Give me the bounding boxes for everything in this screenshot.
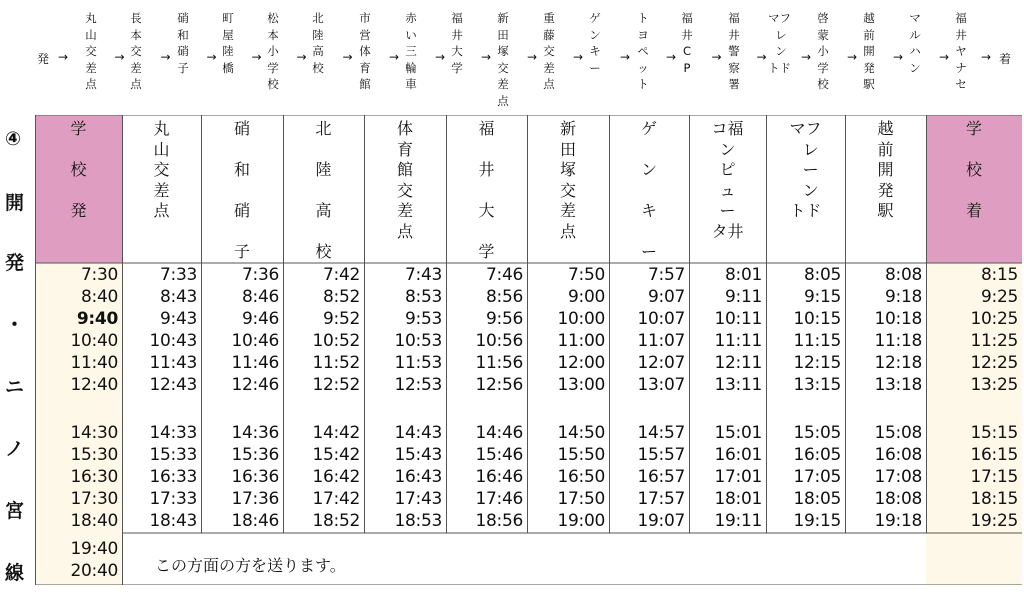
line-label-char: 線 — [5, 562, 25, 584]
column-header: ゲ ン キ ー — [640, 119, 657, 261]
time-cell: 8:08 — [885, 265, 922, 285]
time-cell: 14:57 — [637, 423, 685, 443]
time-cell: 8:53 — [405, 287, 442, 307]
line-label-char: ④ — [5, 128, 22, 150]
time-cell: 13:00 — [557, 375, 605, 395]
time-cell: 16:33 — [149, 467, 197, 487]
time-cell: 8:40 — [81, 287, 118, 307]
route-stop: 福 井 大 学 — [451, 11, 463, 75]
time-cell: 16:08 — [874, 445, 922, 465]
column-header: 越 前 開 発 駅 — [877, 119, 894, 220]
time-cell: 18:15 — [970, 489, 1018, 509]
route-stop: マ ル ハ ン — [909, 11, 921, 75]
time-cell: 11:43 — [149, 353, 197, 373]
time-cell: 12:07 — [637, 353, 685, 373]
time-cell: 11:40 — [70, 353, 118, 373]
time-cell: 15:08 — [874, 423, 922, 443]
time-cell: 16:43 — [394, 467, 442, 487]
time-cell: 15:15 — [970, 423, 1018, 443]
route-arrow: → — [666, 50, 677, 64]
time-cell: 17:43 — [394, 489, 442, 509]
time-cell: 11:00 — [557, 331, 605, 351]
column-header: 硝 和 硝 子 — [233, 119, 250, 261]
time-cell: 19:25 — [970, 511, 1018, 531]
time-cell: 12:18 — [874, 353, 922, 373]
time-cell: 16:57 — [637, 467, 685, 487]
time-cell: 17:08 — [874, 467, 922, 487]
time-cell: 13:18 — [874, 375, 922, 395]
time-cell: 11:11 — [714, 331, 762, 351]
time-cell: 9:56 — [486, 309, 523, 329]
time-cell: 10:11 — [714, 309, 762, 329]
time-cell: 11:46 — [231, 353, 279, 373]
time-cell: 11:18 — [874, 331, 922, 351]
time-cell: 16:50 — [557, 467, 605, 487]
route-stop: 松 本 小 学 校 — [267, 11, 279, 91]
time-cell: 10:07 — [637, 309, 685, 329]
time-cell: 18:56 — [475, 511, 523, 531]
time-cell: 9:25 — [981, 287, 1018, 307]
time-cell: 15:57 — [637, 445, 685, 465]
time-cell: 9:00 — [568, 287, 605, 307]
time-cell: 14:36 — [231, 423, 279, 443]
route-stop: 新 田 塚 交 差 点 — [497, 11, 509, 108]
route-stop: 越 前 開 発 駅 — [863, 11, 875, 91]
time-cell: 20:40 — [70, 561, 118, 581]
time-cell: 10:15 — [793, 309, 841, 329]
time-cell: 19:00 — [557, 511, 605, 531]
column-header: 学 校 着 — [965, 119, 982, 220]
route-stop: 重 藤 交 差 点 — [543, 11, 555, 91]
time-cell: 10:18 — [874, 309, 922, 329]
time-cell: 18:05 — [793, 489, 841, 509]
time-cell: 12:00 — [557, 353, 605, 373]
time-cell: 11:52 — [312, 353, 360, 373]
time-cell: 9:46 — [242, 309, 279, 329]
time-cell: 17:50 — [557, 489, 605, 509]
time-cell: 9:53 — [405, 309, 442, 329]
time-cell: 13:15 — [793, 375, 841, 395]
route-stop: 硝 和 硝 子 — [177, 11, 189, 75]
route-arrow: → — [296, 50, 307, 64]
time-cell: 13:11 — [714, 375, 762, 395]
time-cell: 10:46 — [231, 331, 279, 351]
time-cell: 15:33 — [149, 445, 197, 465]
time-cell: 10:00 — [557, 309, 605, 329]
column-header: 福 井 大 学 — [478, 119, 495, 261]
time-cell: 15:36 — [231, 445, 279, 465]
time-cell: 9:11 — [725, 287, 762, 307]
route-stop: 福 井 C P — [681, 11, 693, 75]
time-cell: 11:56 — [475, 353, 523, 373]
route-stop: 町 屋 陸 橋 — [222, 11, 234, 75]
route-arrow: → — [160, 50, 171, 64]
route-arrow: → — [573, 50, 584, 64]
time-cell: 9:15 — [804, 287, 841, 307]
time-cell: 17:42 — [312, 489, 360, 509]
time-cell: 9:18 — [885, 287, 922, 307]
time-cell: 17:33 — [149, 489, 197, 509]
time-cell: 18:46 — [231, 511, 279, 531]
route-stop: 福 井 ヤ ナ セ — [955, 11, 967, 91]
time-cell: 19:11 — [714, 511, 762, 531]
route-arrow: → — [481, 50, 492, 64]
route-stop: 北 陸 高 校 — [312, 11, 324, 75]
time-cell: 10:56 — [475, 331, 523, 351]
column-header: マフ レ ー ン トド — [789, 119, 822, 220]
time-cell: 12:40 — [70, 375, 118, 395]
time-cell: 10:43 — [149, 331, 197, 351]
time-cell: 7:43 — [405, 265, 442, 285]
route-arrow: → — [801, 50, 812, 64]
time-cell: 14:30 — [70, 423, 118, 443]
time-cell: 15:50 — [557, 445, 605, 465]
route-strip — [0, 0, 1024, 112]
time-cell: 8:56 — [486, 287, 523, 307]
line-label-char: 開 — [5, 192, 25, 214]
line-label-char: ニ — [5, 376, 25, 398]
route-stop: 啓 蒙 小 学 校 — [817, 11, 829, 91]
route-stop: 福 井 警 察 署 — [728, 11, 740, 91]
time-cell: 15:43 — [394, 445, 442, 465]
time-cell: 16:01 — [714, 445, 762, 465]
time-cell: 7:42 — [323, 265, 360, 285]
time-cell: 9:43 — [160, 309, 197, 329]
time-cell: 16:42 — [312, 467, 360, 487]
time-cell: 12:53 — [394, 375, 442, 395]
time-cell: 16:15 — [970, 445, 1018, 465]
route-arrow: → — [893, 50, 904, 64]
route-arrow: → — [981, 50, 992, 64]
route-arrow: → — [206, 50, 217, 64]
time-cell: 14:46 — [475, 423, 523, 443]
column-header: 丸 山 交 差 点 — [153, 119, 170, 220]
time-cell: 18:53 — [394, 511, 442, 531]
line-label-char: 発 — [5, 252, 25, 274]
time-cell: 18:43 — [149, 511, 197, 531]
time-cell: 12:56 — [475, 375, 523, 395]
time-cell: 16:36 — [231, 467, 279, 487]
route-arrow: → — [435, 50, 446, 64]
time-cell: 17:15 — [970, 467, 1018, 487]
time-cell: 15:42 — [312, 445, 360, 465]
time-cell: 7:57 — [648, 265, 685, 285]
route-arrow: → — [847, 50, 858, 64]
time-cell: 17:36 — [231, 489, 279, 509]
time-cell: 18:52 — [312, 511, 360, 531]
column-header: 学 校 発 — [70, 119, 87, 220]
time-cell: 13:25 — [970, 375, 1018, 395]
time-cell: 13:07 — [637, 375, 685, 395]
time-cell: 14:43 — [394, 423, 442, 443]
time-cell: 19:07 — [637, 511, 685, 531]
time-cell: 10:53 — [394, 331, 442, 351]
time-cell: 11:25 — [970, 331, 1018, 351]
time-cell: 16:46 — [475, 467, 523, 487]
route-stop: ト ヨ ペ ッ ト — [637, 11, 649, 91]
route-arrow: → — [939, 50, 950, 64]
route-end: 着 — [999, 52, 1012, 66]
time-cell: 8:05 — [804, 265, 841, 285]
route-stop: 赤 い 三 輪 車 — [405, 11, 417, 91]
time-cell: 17:46 — [475, 489, 523, 509]
time-cell: 8:43 — [160, 287, 197, 307]
time-cell: 12:43 — [149, 375, 197, 395]
route-stop: 市 営 体 育 館 — [359, 11, 371, 91]
time-cell: 11:53 — [394, 353, 442, 373]
time-cell: 17:30 — [70, 489, 118, 509]
time-cell: 12:46 — [231, 375, 279, 395]
time-cell: 7:30 — [81, 265, 118, 285]
time-cell: 18:01 — [714, 489, 762, 509]
route-stop: マフ レ ン トド — [768, 11, 791, 75]
time-cell: 17:01 — [714, 467, 762, 487]
line-label-char: ノ — [5, 438, 25, 460]
time-cell: 7:50 — [568, 265, 605, 285]
time-cell: 7:36 — [242, 265, 279, 285]
time-cell: 14:42 — [312, 423, 360, 443]
route-stop: 丸 山 交 差 点 — [85, 11, 97, 91]
time-cell: 8:01 — [725, 265, 762, 285]
column-header: 体 育 館 交 差 点 — [396, 119, 413, 241]
time-cell: 8:52 — [323, 287, 360, 307]
route-arrow: → — [620, 50, 631, 64]
time-cell: 19:15 — [793, 511, 841, 531]
time-cell: 15:30 — [70, 445, 118, 465]
time-cell: 19:18 — [874, 511, 922, 531]
time-cell: 7:46 — [486, 265, 523, 285]
route-arrow: → — [527, 50, 538, 64]
time-cell: 9:52 — [323, 309, 360, 329]
time-cell: 10:25 — [970, 309, 1018, 329]
time-cell: 15:46 — [475, 445, 523, 465]
time-cell: 15:01 — [714, 423, 762, 443]
time-cell: 11:07 — [637, 331, 685, 351]
time-cell: 12:11 — [714, 353, 762, 373]
time-cell: 19:40 — [70, 539, 118, 559]
time-cell: 17:05 — [793, 467, 841, 487]
time-cell: 8:46 — [242, 287, 279, 307]
column-header: 新 田 塚 交 差 点 — [559, 119, 576, 241]
column-header: 北 陸 高 校 — [315, 119, 332, 261]
time-cell: 10:40 — [70, 331, 118, 351]
line-label-char: 宮 — [5, 500, 25, 522]
route-arrow: → — [114, 50, 125, 64]
time-cell: 14:50 — [557, 423, 605, 443]
time-cell: 18:40 — [70, 511, 118, 531]
time-cell: 11:15 — [793, 331, 841, 351]
column-header: コ福 ン ピ ュ ー タ井 — [711, 119, 744, 241]
route-arrow: → — [342, 50, 353, 64]
time-cell: 16:05 — [793, 445, 841, 465]
route-arrow: → — [58, 50, 69, 64]
time-cell: 12:25 — [970, 353, 1018, 373]
route-arrow: → — [251, 50, 262, 64]
time-cell: 15:05 — [793, 423, 841, 443]
time-cell: 7:33 — [160, 265, 197, 285]
time-cell: 12:52 — [312, 375, 360, 395]
time-cell: 17:57 — [637, 489, 685, 509]
time-cell: 9:40 — [76, 309, 118, 329]
time-cell: 9:07 — [648, 287, 685, 307]
time-cell: 10:52 — [312, 331, 360, 351]
route-stop: 長 本 交 差 点 — [130, 11, 142, 91]
route-arrow: → — [756, 50, 767, 64]
line-label-char: ・ — [5, 314, 25, 336]
note-text: この方面の方を送ります。 — [155, 556, 346, 575]
time-cell: 18:08 — [874, 489, 922, 509]
route-start: 発 — [37, 52, 50, 66]
route-arrow: → — [389, 50, 400, 64]
route-stop: ゲ ン キ ー — [589, 11, 601, 75]
time-cell: 8:15 — [981, 265, 1018, 285]
time-cell: 14:33 — [149, 423, 197, 443]
route-arrow: → — [711, 50, 722, 64]
time-cell: 12:15 — [793, 353, 841, 373]
timetable — [35, 115, 1022, 585]
time-cell: 16:30 — [70, 467, 118, 487]
